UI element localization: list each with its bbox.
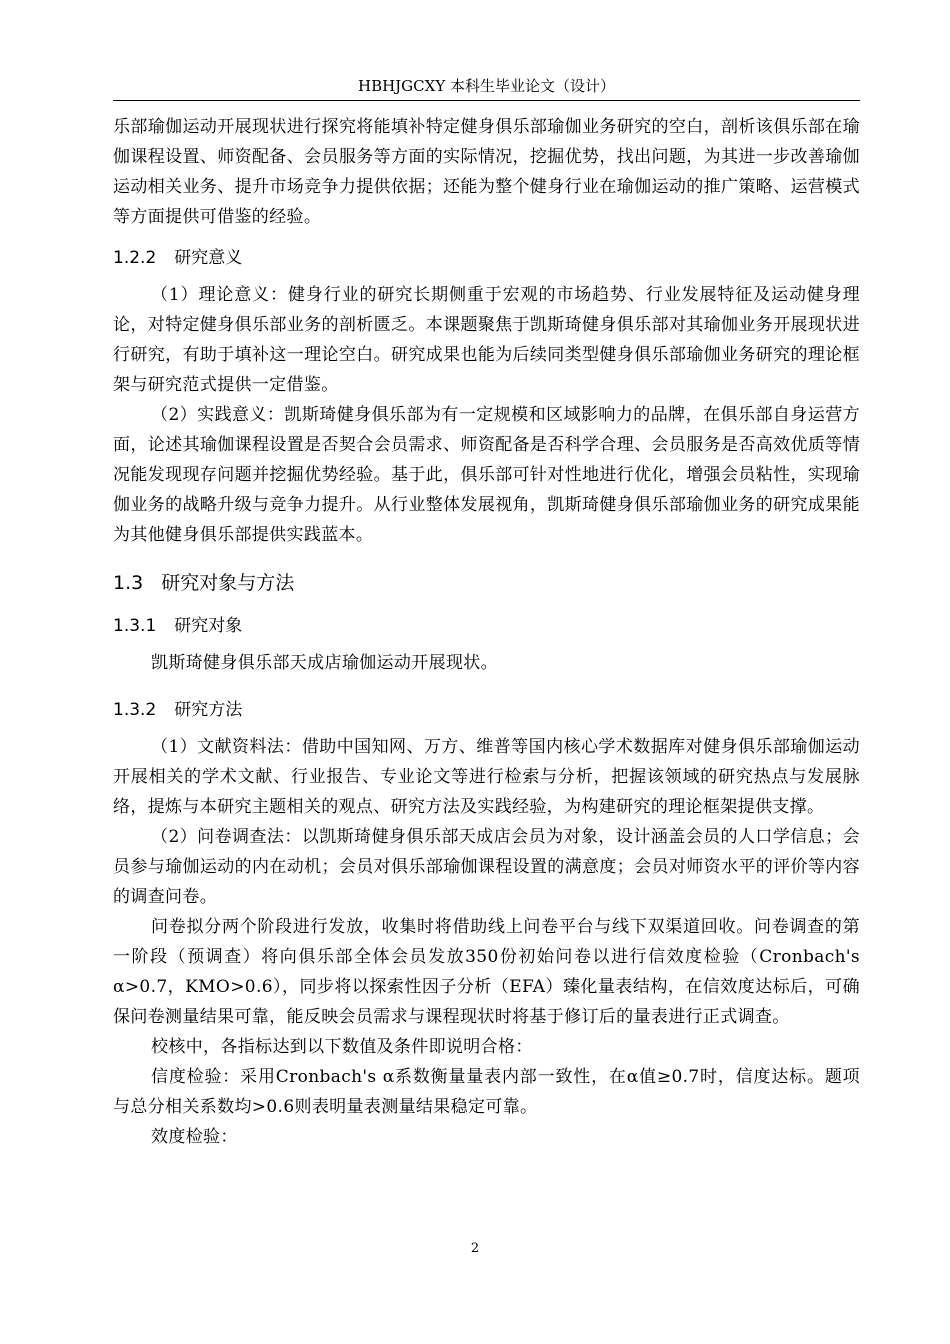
paragraph-validity-test: 效度检验： (151, 1127, 238, 1147)
paragraph-validation-criteria: 校核中，各指标达到以下数值及条件即说明合格： (151, 1037, 533, 1057)
section-heading-1-2-2 (113, 244, 860, 272)
section-title: 研究对象与方法 (161, 572, 295, 594)
paragraph-practical-significance: （2）实践意义：凯斯琦健身俱乐部为有一定规模和区域影响力的品牌，在俱乐部自身运营方面，论述其瑜伽课程设置是否契合会员需求、师资配备是否科学合理、会员服务是否高效优质等情况能发现现存问题并挖掘优势经验。基于此，俱乐部可针对性地进行优化，增强会员粘性，实现瑜伽业务的战略升级与竞争力提升。从行业整体发展视角，凯斯琦健身俱乐部瑜伽业务的研究成果能为其他健身俱乐部提供实践蓝本。 (113, 405, 860, 545)
page-number: 2 (470, 1241, 480, 1256)
paragraph-research-object: 凯斯琦健身俱乐部天成店瑜伽运动开展现状。 (151, 653, 498, 673)
section-title: 研究方法 (174, 700, 243, 720)
section-number: 1.3 (113, 572, 144, 594)
section-number: 1.3.2 (113, 700, 157, 720)
paragraph-reliability-test: 信度检验：采用Cronbach's α系数衡量量表内部一致性，在α值≥0.7时，信度达标。题项与总分相关系数均>0.6则表明量表测量结果稳定可靠。 (113, 1067, 860, 1117)
section-heading-1-3-2 (113, 696, 860, 724)
section-heading-1-3-1 (113, 612, 860, 640)
continuation-paragraph: 乐部瑜伽运动开展现状进行探究将能填补特定健身俱乐部瑜伽业务研究的空白，剖析该俱乐部在瑜伽课程设置、师资配备、会员服务等方面的实际情况，挖掘优势，找出问题，为其进一步改善瑜伽运动相关业务、提升市场竞争力提供依据；还能为整个健身行业在瑜伽运动的推广策略、运营模式等方面提供可借鉴的经验。 (113, 117, 860, 227)
page-content (113, 112, 860, 1152)
running-header: HBHJGCXY 本科生毕业论文（设计） (357, 77, 615, 95)
section-number: 1.2.2 (113, 248, 157, 268)
paragraph-literature-method: （1）文献资料法：借助中国知网、万方、维普等国内核心学术数据库对健身俱乐部瑜伽运动开展相关的学术文献、行业报告、专业论文等进行检索与分析，把握该领域的研究热点与发展脉络，提炼与本研究主题相关的观点、研究方法及实践经验，为构建研究的理论框架提供支撑。 (113, 737, 860, 817)
paragraph-theoretical-significance: （1）理论意义：健身行业的研究长期侧重于宏观的市场趋势、行业发展特征及运动健身理论，对特定健身俱乐部业务的剖析匮乏。本课题聚焦于凯斯琦健身俱乐部对其瑜伽业务开展现状进行研究，有助于填补这一理论空白。研究成果也能为后续同类型健身俱乐部瑜伽业务研究的理论框架与研究范式提供一定借鉴。 (113, 285, 860, 395)
section-title: 研究意义 (174, 248, 243, 268)
section-number: 1.3.1 (113, 616, 157, 636)
paragraph-questionnaire-stages: 问卷拟分两个阶段进行发放，收集时将借助线上问卷平台与线下双渠道回收。问卷调查的第一阶段（预调查）将向俱乐部全体会员发放350份初始问卷以进行信效度检验（Cronbach's α>0.7，KMO>0.6），同步将以探索性因子分析（EFA）臻化量表结构，在信效度达标后，可确保问卷测量结果可靠，能反映会员需求与课程现状时将基于修订后的量表进行正式调查。 (113, 917, 860, 1027)
section-heading-1-3 (113, 568, 860, 598)
section-title: 研究对象 (174, 616, 243, 636)
header-divider (113, 100, 860, 101)
paragraph-questionnaire-method: （2）问卷调查法：以凯斯琦健身俱乐部天成店会员为对象，设计涵盖会员的人口学信息；会员参与瑜伽运动的内在动机；会员对俱乐部瑜伽课程设置的满意度；会员对师资水平的评价等内容的调查问卷。 (113, 827, 860, 907)
